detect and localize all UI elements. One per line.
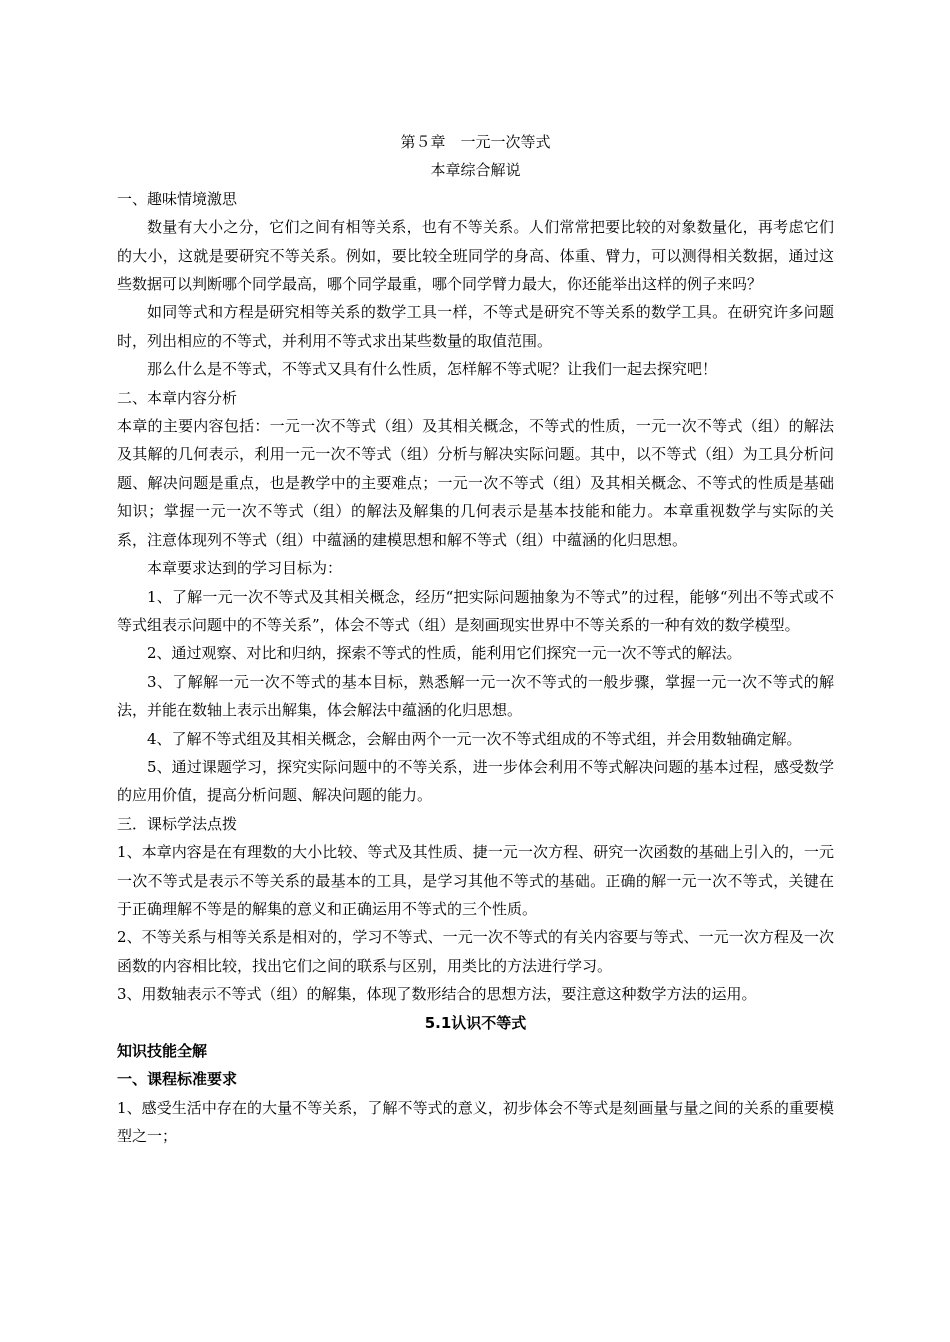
- section-1-paragraph-3: 那么什么是不等式，不等式又具有什么性质，怎样解不等式呢？让我们一起去探究吧！: [147, 360, 718, 379]
- chapter-subtitle: 本章综合解说: [430, 161, 521, 180]
- method-item: 1、本章内容是在有理数的大小比较、等式及其性质、捷一元一次方程、研究一次函数的基础上引入的，一元一次不等式是表示不等关系的最基本的工具，是学习其他不等式的基础。正确的解一元一次不等式，关键在于正确理解不等是的解集的意义和正确运用不等式的三个性质。: [117, 843, 834, 918]
- goals-intro: 本章要求达到的学习目标为：: [147, 559, 343, 578]
- method-item: 3、用数轴表示不等式（组）的解集，体现了数形结合的思想方法，要注意这种数学方法的运用。: [117, 985, 757, 1004]
- goal-item: 2、通过观察、对比和归纳，探索不等式的性质，能利用它们探究一元一次不等式的解法。: [147, 644, 742, 663]
- section-2-heading: 二、本章内容分析: [117, 388, 238, 407]
- method-item: 2、不等关系与相等关系是相对的，学习不等式、一元一次不等式的有关内容要与等式、一元一次方程及一次函数的内容相比较，找出它们之间的联系与区别，用类比的方法进行学习。: [117, 928, 834, 975]
- section-2-paragraph-1: 本章的主要内容包括：一元一次不等式（组）及其相关概念，不等式的性质，一元一次不等式（组）的解法及其解的几何表示，利用一元一次不等式（组）分析与解决实际问题。其中，以不等式（组）为工具分析问题、解决问题是重点，也是教学中的主要难点；一元一次不等式（组）及其相关概念、不等式的性质是基础知识；掌握一元一次不等式（组）的解法及解集的几何表示是基本技能和能力。本章重视数学与实际的关系，注意体现列不等式（组）中蕴涵的建模思想和解不等式（组）中蕴涵的化归思想。: [117, 417, 834, 549]
- section-1-paragraph-1: 数量有大小之分，它们之间有相等关系，也有不等关系。人们常常把要比较的对象数量化，再考虑它们的大小，这就是要研究不等关系。例如，要比较全班同学的身高、体重、臂力，可以测得相关数据，通过这些数据可以判断哪个同学最高，哪个同学最重，哪个同学臂力最大，你还能举出这样的例子来吗？: [117, 218, 834, 294]
- document-body: [117, 128, 834, 1151]
- goal-item: 5、通过课题学习，探究实际问题中的不等关系，进一步体会利用不等式解决问题的基本过程，感受数学的应用价值，提高分析问题、解决问题的能力。: [117, 757, 834, 805]
- section-1-paragraph-2: 如同等式和方程是研究相等关系的数学工具一样，不等式是研究不等关系的数学工具。在研究许多问题时，列出相应的不等式，并利用不等式求出某些数量的取值范围。: [117, 303, 834, 350]
- lesson-subheading-knowledge: 知识技能全解: [117, 1042, 208, 1060]
- section-3-heading: 三．课标学法点拨: [117, 814, 238, 833]
- standard-item: 1、感受生活中存在的大量不等关系，了解不等式的意义，初步体会不等式是刻画量与量之间的关系的重要模型之一；: [117, 1098, 834, 1146]
- lesson-subheading-standards: 一、课程标准要求: [117, 1070, 238, 1089]
- goal-item: 4、了解不等式组及其相关概念，会解由两个一元一次不等式组成的不等式组，并会用数轴确定解。: [147, 729, 802, 748]
- lesson-title: 5.1认识不等式: [424, 1013, 527, 1032]
- goal-item: 3、了解解一元一次不等式的基本目标，熟悉解一元一次不等式的一般步骤，掌握一元一次不等式的解法，并能在数轴上表示出解集，体会解法中蕴涵的化归思想。: [117, 672, 834, 720]
- section-1-heading: 一、趣味情境激思: [117, 189, 238, 208]
- chapter-title: 第５章 一元一次等式: [400, 133, 551, 151]
- goal-item: 1、了解一元一次不等式及其相关概念，经历“把实际问题抽象为不等式”的过程，能够“列出不等式或不等式组表示问题中的不等关系”，体会不等式（组）是刻画现实世界中不等关系的一种有效的数学模型。: [117, 587, 834, 634]
